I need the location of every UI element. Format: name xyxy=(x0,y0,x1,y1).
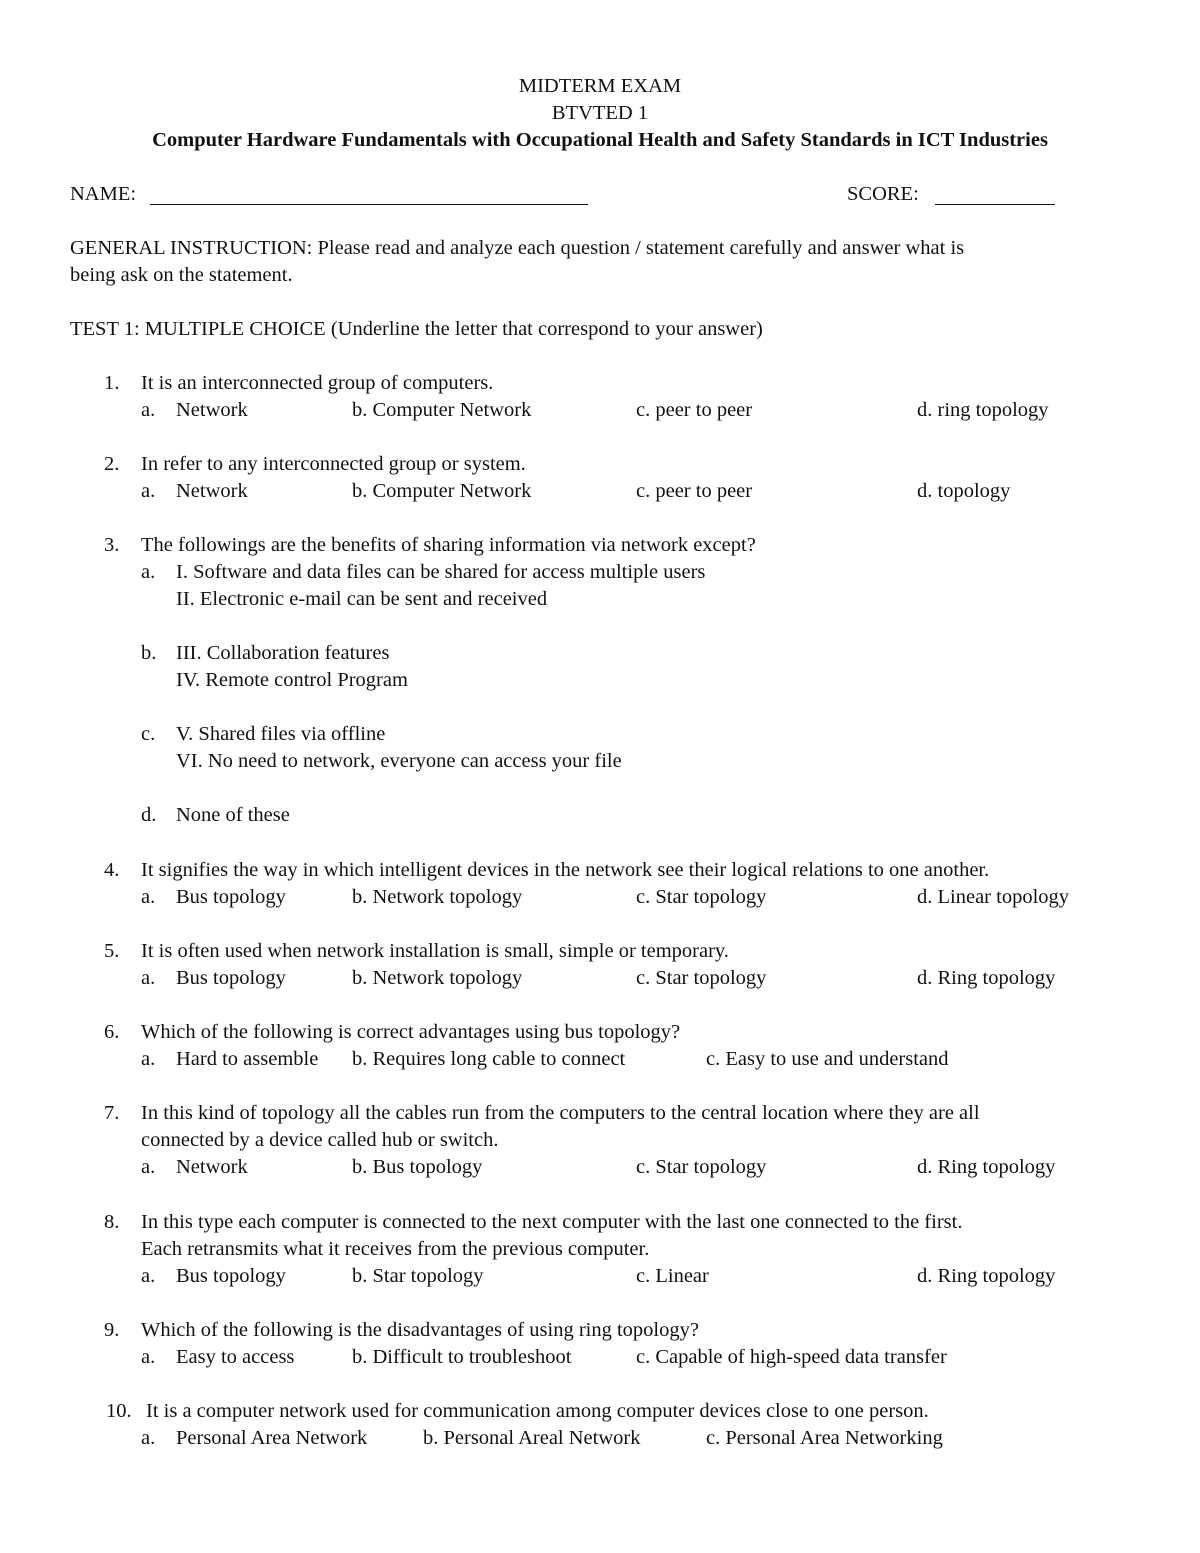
answer-option[interactable]: Personal Area Network xyxy=(176,1427,368,1449)
answer-option[interactable]: d. topology xyxy=(917,480,1011,502)
option-letter[interactable]: a. xyxy=(141,1346,156,1368)
answer-option[interactable]: Network xyxy=(176,480,248,502)
question-number: 4. xyxy=(104,859,120,881)
answer-option[interactable]: b. Computer Network xyxy=(352,480,532,502)
answer-option[interactable]: d. Linear topology xyxy=(917,886,1070,908)
answer-option[interactable]: None of these xyxy=(176,804,290,826)
answer-option[interactable]: b. Difficult to troubleshoot xyxy=(352,1346,572,1368)
instruction-line-2: being ask on the statement. xyxy=(70,264,293,286)
question-text: It signifies the way in which intelligent devices in the network see their logical relations to one another. xyxy=(141,859,990,881)
score-blank[interactable] xyxy=(935,204,1055,205)
answer-option-continued: VI. No need to network, everyone can access your file xyxy=(176,750,622,772)
answer-option[interactable]: b. Computer Network xyxy=(352,399,532,421)
option-letter[interactable]: a. xyxy=(141,967,156,989)
instruction-line-1: GENERAL INSTRUCTION: Please read and analyze each question / statement carefully and answer what is xyxy=(70,237,965,259)
exam-title: MIDTERM EXAM xyxy=(518,75,682,97)
score-label: SCORE: xyxy=(847,183,919,205)
answer-option[interactable]: I. Software and data files can be shared for access multiple users xyxy=(176,561,706,583)
name-blank[interactable] xyxy=(150,204,588,205)
name-label: NAME: xyxy=(70,183,137,205)
question-text: The followings are the benefits of sharing information via network except? xyxy=(141,534,756,556)
question-text: Each retransmits what it receives from the previous computer. xyxy=(141,1238,650,1260)
option-letter[interactable]: a. xyxy=(141,1156,156,1178)
option-letter[interactable]: a. xyxy=(141,399,156,421)
question-text: connected by a device called hub or switch. xyxy=(141,1129,499,1151)
question-text: In this type each computer is connected to the next computer with the last one connected to the first. xyxy=(141,1211,963,1233)
course-subtitle: Computer Hardware Fundamentals with Occupational Health and Safety Standards in ICT Industries xyxy=(152,129,1048,151)
option-letter[interactable]: a. xyxy=(141,1427,156,1449)
answer-option[interactable]: Bus topology xyxy=(176,1265,286,1287)
question-text: Which of the following is correct advantages using bus topology? xyxy=(141,1021,681,1043)
answer-option-continued: II. Electronic e-mail can be sent and received xyxy=(176,588,548,610)
answer-option[interactable]: c. peer to peer xyxy=(636,480,753,502)
answer-option[interactable]: Hard to assemble xyxy=(176,1048,319,1070)
question-text: It is an interconnected group of computers. xyxy=(141,372,494,394)
question-number: 6. xyxy=(104,1021,120,1043)
option-letter[interactable]: b. xyxy=(141,642,157,664)
answer-option[interactable]: c. Easy to use and understand xyxy=(706,1048,949,1070)
answer-option[interactable]: Network xyxy=(176,399,248,421)
answer-option[interactable]: V. Shared files via offline xyxy=(176,723,386,745)
question-number: 5. xyxy=(104,940,120,962)
option-letter[interactable]: a. xyxy=(141,480,156,502)
answer-option[interactable]: b. Star topology xyxy=(352,1265,484,1287)
question-number: 1. xyxy=(104,372,120,394)
option-letter[interactable]: d. xyxy=(141,804,157,826)
answer-option[interactable]: Bus topology xyxy=(176,886,286,908)
answer-option[interactable]: c. Capable of high-speed data transfer xyxy=(636,1346,947,1368)
option-letter[interactable]: c. xyxy=(141,723,156,745)
answer-option[interactable]: Network xyxy=(176,1156,248,1178)
answer-option[interactable]: b. Bus topology xyxy=(352,1156,483,1178)
option-letter[interactable]: a. xyxy=(141,1265,156,1287)
answer-option[interactable]: b. Requires long cable to connect xyxy=(352,1048,626,1070)
question-number: 10. xyxy=(106,1400,132,1422)
question-number: 8. xyxy=(104,1211,120,1233)
option-letter[interactable]: a. xyxy=(141,561,156,583)
answer-option[interactable]: c. Star topology xyxy=(636,886,767,908)
answer-option[interactable]: d. ring topology xyxy=(917,399,1049,421)
question-text: In refer to any interconnected group or system. xyxy=(141,453,526,475)
answer-option[interactable]: c. Star topology xyxy=(636,1156,767,1178)
answer-option[interactable]: Bus topology xyxy=(176,967,286,989)
answer-option[interactable]: c. Linear xyxy=(636,1265,709,1287)
question-text: It is a computer network used for communication among computer devices close to one person. xyxy=(146,1400,929,1422)
answer-option[interactable]: c. Star topology xyxy=(636,967,767,989)
question-number: 3. xyxy=(104,534,120,556)
question-number: 7. xyxy=(104,1102,120,1124)
option-letter[interactable]: a. xyxy=(141,886,156,908)
question-number: 9. xyxy=(104,1319,120,1341)
answer-option[interactable]: c. Personal Area Networking xyxy=(706,1427,943,1449)
answer-option[interactable]: c. peer to peer xyxy=(636,399,753,421)
question-text: In this kind of topology all the cables run from the computers to the central location where they are all xyxy=(141,1102,980,1124)
answer-option[interactable]: Easy to access xyxy=(176,1346,295,1368)
question-number: 2. xyxy=(104,453,120,475)
answer-option-continued: IV. Remote control Program xyxy=(176,669,408,691)
answer-option[interactable]: d. Ring topology xyxy=(917,1156,1056,1178)
answer-option[interactable]: b. Personal Areal Network xyxy=(423,1427,641,1449)
question-text: Which of the following is the disadvantages of using ring topology? xyxy=(141,1319,699,1341)
answer-option[interactable]: d. Ring topology xyxy=(917,967,1056,989)
answer-option[interactable]: b. Network topology xyxy=(352,886,523,908)
answer-option[interactable]: III. Collaboration features xyxy=(176,642,390,664)
test1-heading: TEST 1: MULTIPLE CHOICE (Underline the letter that correspond to your answer) xyxy=(70,318,763,340)
option-letter[interactable]: a. xyxy=(141,1048,156,1070)
course-code: BTVTED 1 xyxy=(551,102,649,124)
answer-option[interactable]: b. Network topology xyxy=(352,967,523,989)
answer-option[interactable]: d. Ring topology xyxy=(917,1265,1056,1287)
question-text: It is often used when network installation is small, simple or temporary. xyxy=(141,940,729,962)
